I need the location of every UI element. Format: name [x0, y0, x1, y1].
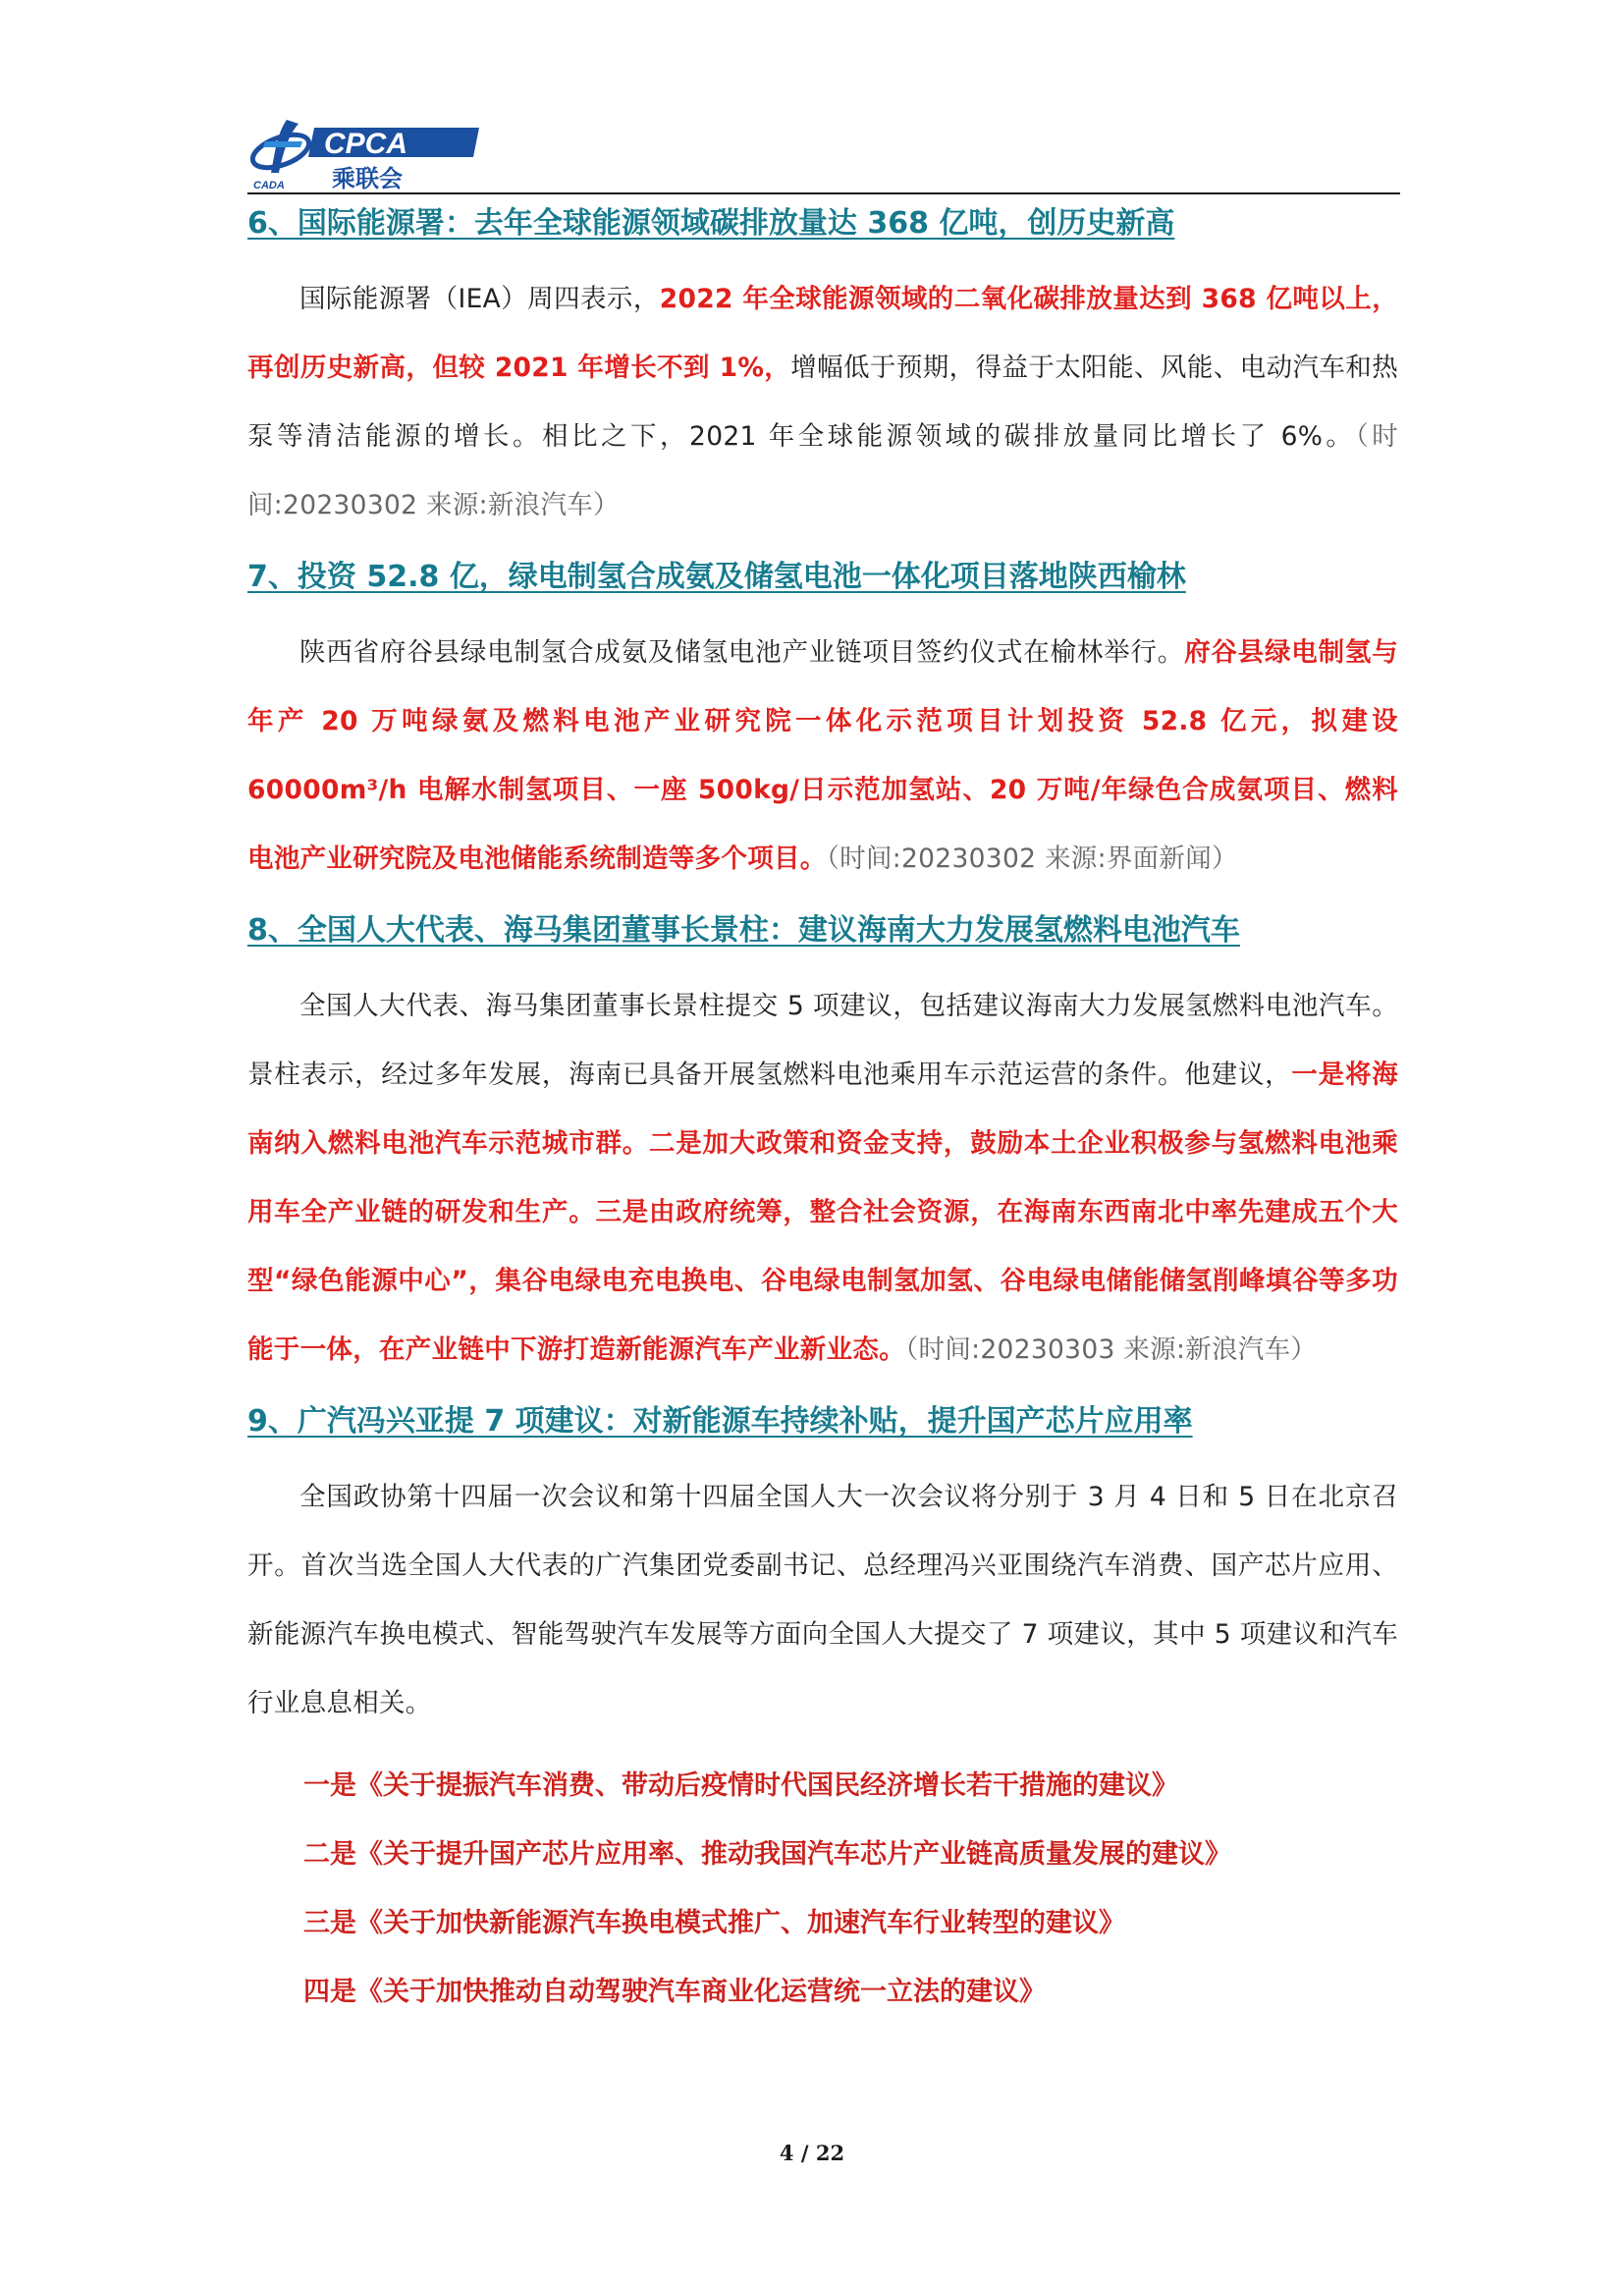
section-6-heading: 6、国际能源署：去年全球能源领域碳排放量达 368 亿吨，创历史新高	[247, 206, 1175, 241]
list-item: 三是《关于加快新能源汽车换电模式推广、加速汽车行业转型的建议》	[303, 1908, 1125, 1938]
page-number: 4 / 22	[779, 2141, 845, 2165]
logo-text: CPCA	[324, 128, 408, 160]
text-highlight: 一是将海南纳入燃料电池汽车示范城市群。二是加大政策和资金支持，鼓励本土企业积极参与氢燃料电池乘用车全产业链的研发和生产。三是由政府统筹，整合社会资源，在海南东西南北中率先建成五个大型“绿色能源中心”，集谷电绿电充电换电、谷电绿电制氢加氢、谷电绿电储能储氢削峰填谷等多功能于一体，在产业链中下游打造新能源汽车产业新业态。	[247, 1060, 1399, 1365]
text-normal: 陕西省府谷县绿电制氢合成氨及储氢电池产业链项目签约仪式在榆林举行。	[299, 637, 1185, 668]
text-normal: 国际能源署（IEA）周四表示，	[299, 284, 660, 314]
section-8-paragraph	[247, 972, 1398, 1385]
header-divider	[247, 192, 1400, 194]
list-item: 二是《关于提升国产芯片应用率、推动我国汽车芯片产业链高质量发展的建议》	[303, 1839, 1231, 1870]
text-highlight: 府谷县绿电制氢与年产 20 万吨绿氨及燃料电池产业研究院一体化示范项目计划投资 52.8 亿元，拟建设 60000m³/h 电解水制氢项目、一座 500kg/日示范加氢站、20 万吨/年绿色合成氨项目、燃料电池产业研究院及电池储能系统制造等多个项目。	[247, 637, 1398, 874]
section-9-paragraph	[247, 1463, 1398, 1738]
page-content	[247, 196, 1398, 2027]
cpca-logo	[247, 114, 483, 192]
text-normal: 增幅低于预期，得益于太阳能、风能、电动汽车和热泵等清洁能源的增长。相比之下，2021 年全球能源领域的碳排放量同比增长了 6%。	[247, 353, 1399, 452]
proposal-list	[247, 1752, 1398, 2027]
logo-subtext: 乘联会	[332, 165, 403, 192]
logo-mark-text: CADA	[253, 180, 285, 191]
text-highlight: 2022 年全球能源领域的二氧化碳排放量达到 368 亿吨以上，再创历史新高，但较 2021 年增长不到 1%，	[247, 284, 1399, 383]
list-item: 四是《关于加快推动自动驾驶汽车商业化运营统一立法的建议》	[303, 1977, 1046, 2007]
text-normal: 全国人大代表、海马集团董事长景柱提交 5 项建议，包括建议海南大力发展氢燃料电池汽车。景柱表示，经过多年发展，海南已具备开展氢燃料电池乘用车示范运营的条件。他建议，	[247, 991, 1398, 1090]
list-item: 一是《关于提振汽车消费、带动后疫情时代国民经济增长若干措施的建议》	[303, 1770, 1178, 1801]
source-note: （时间:20230302 来源:界面新闻）	[826, 843, 1238, 874]
section-8-heading: 8、全国人大代表、海马集团董事长景柱：建议海南大力发展氢燃料电池汽车	[247, 913, 1240, 948]
section-9-heading: 9、广汽冯兴亚提 7 项建议：对新能源车持续补贴，提升国产芯片应用率	[247, 1404, 1193, 1439]
section-7-heading: 7、投资 52.8 亿，绿电制氢合成氨及储氢电池一体化项目落地陕西榆林	[247, 560, 1186, 594]
text-normal: 全国政协第十四届一次会议和第十四届全国人大一次会议将分别于 3 月 4 日和 5 日在北京召开。首次当选全国人大代表的广汽集团党委副书记、总经理冯兴亚围绕汽车消费、国产芯片应用、新能源汽车换电模式、智能驾驶汽车发展等方面向全国人大提交了 7 项建议，其中 5 项建议和汽车行业息息相关。	[247, 1482, 1398, 1718]
section-7-paragraph	[247, 619, 1398, 894]
source-note: （时间:20230303 来源:新浪汽车）	[905, 1334, 1318, 1365]
page-header	[247, 114, 1400, 196]
source-note: （时间:20230302 来源:新浪汽车）	[247, 421, 1398, 520]
section-6-paragraph	[247, 265, 1398, 540]
